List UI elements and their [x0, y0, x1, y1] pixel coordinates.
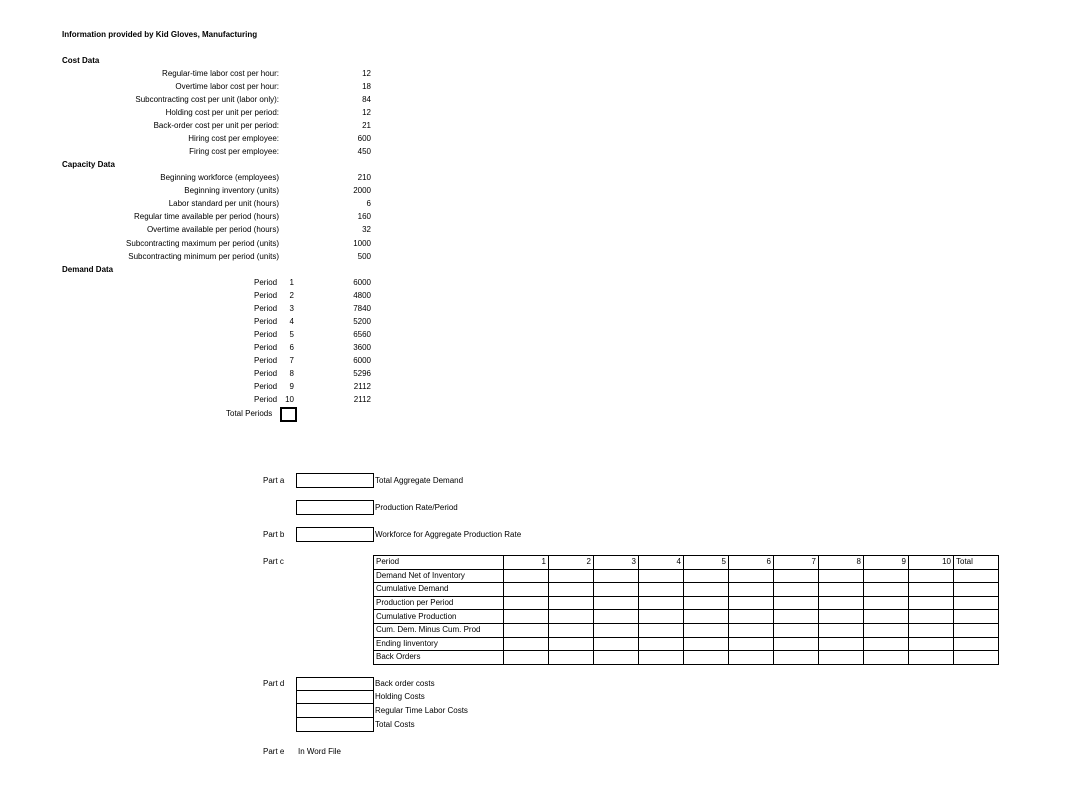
- table-cell[interactable]: [684, 651, 729, 665]
- capacity-value[interactable]: 32: [362, 225, 371, 234]
- table-cell[interactable]: [594, 610, 639, 624]
- table-row: [374, 610, 999, 624]
- table-cell[interactable]: [864, 583, 909, 597]
- table-header-cell: 2: [549, 556, 594, 570]
- period-demand[interactable]: 6000: [353, 278, 371, 287]
- table-cell[interactable]: [819, 637, 864, 651]
- part-c-label: Part c: [263, 557, 284, 566]
- table-header-cell: 9: [864, 556, 909, 570]
- capacity-value[interactable]: 1000: [353, 239, 371, 248]
- table-cell[interactable]: [774, 610, 819, 624]
- table-cell[interactable]: [909, 583, 954, 597]
- table-cell[interactable]: [909, 610, 954, 624]
- table-header-cell: 6: [729, 556, 774, 570]
- table-cell[interactable]: [909, 651, 954, 665]
- period-word: Period: [254, 330, 278, 339]
- period-demand[interactable]: 4800: [353, 291, 371, 300]
- capacity-value[interactable]: 6: [366, 199, 371, 208]
- table-cell[interactable]: [909, 623, 954, 637]
- period-demand[interactable]: 6000: [353, 356, 371, 365]
- total-aggregate-demand-cell[interactable]: [296, 473, 374, 488]
- table-header-cell: 8: [819, 556, 864, 570]
- table-cell[interactable]: [684, 596, 729, 610]
- period-number: 4: [289, 317, 294, 326]
- table-cell[interactable]: [819, 623, 864, 637]
- table-cell[interactable]: [954, 637, 999, 651]
- workforce-label: Workforce for Aggregate Production Rate: [375, 530, 522, 539]
- table-cell[interactable]: [864, 651, 909, 665]
- table-cell[interactable]: [549, 637, 594, 651]
- table-cell[interactable]: [909, 596, 954, 610]
- table-cell[interactable]: [729, 583, 774, 597]
- table-header-cell: 7: [774, 556, 819, 570]
- capacity-value[interactable]: 160: [357, 212, 371, 221]
- total-costs-cell[interactable]: [296, 717, 374, 732]
- row-label: Cumulative Production: [374, 610, 504, 624]
- table-header-total: Total: [954, 556, 999, 570]
- capacity-label: Overtime available per period (hours): [146, 225, 279, 234]
- total-periods-label: Total Periods: [226, 409, 273, 418]
- sheet-title: Information provided by Kid Gloves, Manufacturing: [62, 30, 258, 39]
- table-cell[interactable]: [819, 610, 864, 624]
- table-cell[interactable]: [639, 623, 684, 637]
- table-cell[interactable]: [684, 623, 729, 637]
- production-rate-cell[interactable]: [296, 500, 374, 515]
- holding-costs-cell[interactable]: [296, 690, 374, 704]
- table-row: [374, 623, 999, 637]
- table-header-row: [374, 556, 999, 570]
- back-order-costs-cell[interactable]: [296, 677, 374, 691]
- table-cell[interactable]: [774, 651, 819, 665]
- table-cell[interactable]: [774, 583, 819, 597]
- table-cell[interactable]: [819, 596, 864, 610]
- table-cell[interactable]: [684, 569, 729, 583]
- total-periods-cell[interactable]: [280, 407, 297, 422]
- cost-value[interactable]: 21: [362, 121, 371, 130]
- table-cell[interactable]: [549, 583, 594, 597]
- table-cell[interactable]: [774, 637, 819, 651]
- table-row: [374, 651, 999, 665]
- cost-value[interactable]: 450: [357, 147, 371, 156]
- table-cell[interactable]: [954, 651, 999, 665]
- period-word: Period: [254, 343, 278, 352]
- cost-data-heading: Cost Data: [62, 56, 100, 65]
- period-demand[interactable]: 6560: [353, 330, 371, 339]
- table-header-cell: 1: [504, 556, 549, 570]
- table-cell[interactable]: [639, 637, 684, 651]
- demand-data-heading: Demand Data: [62, 265, 114, 274]
- table-cell[interactable]: [594, 583, 639, 597]
- capacity-label: Regular time available per period (hours): [134, 212, 279, 221]
- table-cell[interactable]: [954, 583, 999, 597]
- cost-value[interactable]: 84: [362, 95, 371, 104]
- period-demand[interactable]: 3600: [353, 343, 371, 352]
- table-header-cell: 10: [909, 556, 954, 570]
- period-word: Period: [254, 278, 278, 287]
- table-cell[interactable]: [864, 623, 909, 637]
- table-cell[interactable]: [729, 637, 774, 651]
- table-cell[interactable]: [504, 596, 549, 610]
- table-header-cell: 3: [594, 556, 639, 570]
- row-label: Production per Period: [374, 596, 504, 610]
- table-cell[interactable]: [639, 596, 684, 610]
- table-cell[interactable]: [774, 623, 819, 637]
- table-cell[interactable]: [549, 610, 594, 624]
- period-number: 1: [289, 278, 294, 287]
- capacity-label: Beginning workforce (employees): [160, 173, 279, 182]
- period-demand[interactable]: 2112: [353, 395, 371, 404]
- table-cell[interactable]: [864, 569, 909, 583]
- table-cell[interactable]: [729, 596, 774, 610]
- cost-label: Subcontracting cost per unit (labor only):: [135, 95, 279, 104]
- table-cell[interactable]: [639, 583, 684, 597]
- table-cell[interactable]: [549, 651, 594, 665]
- table-cell[interactable]: [954, 623, 999, 637]
- period-demand[interactable]: 2112: [353, 382, 371, 391]
- cost-value[interactable]: 18: [362, 82, 371, 91]
- table-cell[interactable]: [549, 623, 594, 637]
- period-word: Period: [254, 304, 278, 313]
- period-word: Period: [254, 317, 278, 326]
- total-costs-label: Total Costs: [375, 720, 415, 729]
- row-label: Cumulative Demand: [374, 583, 504, 597]
- table-cell[interactable]: [504, 569, 549, 583]
- row-label: Demand Net of Inventory: [374, 569, 504, 583]
- table-row: [374, 596, 999, 610]
- table-cell[interactable]: [684, 610, 729, 624]
- table-header-period: Period: [374, 556, 504, 570]
- holding-costs-label: Holding Costs: [375, 692, 425, 701]
- table-cell[interactable]: [864, 637, 909, 651]
- table-cell[interactable]: [594, 623, 639, 637]
- period-number: 5: [289, 330, 294, 339]
- cost-label: Hiring cost per employee:: [188, 134, 279, 143]
- workforce-cell[interactable]: [296, 527, 374, 542]
- table-cell[interactable]: [774, 596, 819, 610]
- table-cell[interactable]: [594, 596, 639, 610]
- row-label: Cum. Dem. Minus Cum. Prod: [374, 623, 504, 637]
- table-cell[interactable]: [864, 596, 909, 610]
- table-cell[interactable]: [504, 610, 549, 624]
- capacity-data-heading: Capacity Data: [62, 160, 115, 169]
- cost-label: Back-order cost per unit per period:: [153, 121, 279, 130]
- period-number: 2: [289, 291, 294, 300]
- table-header-cell: 4: [639, 556, 684, 570]
- table-cell[interactable]: [954, 610, 999, 624]
- table-cell[interactable]: [684, 583, 729, 597]
- capacity-value[interactable]: 210: [357, 173, 371, 182]
- table-cell[interactable]: [504, 623, 549, 637]
- back-order-costs-label: Back order costs: [375, 679, 435, 688]
- table-cell[interactable]: [774, 569, 819, 583]
- period-number: 7: [289, 356, 294, 365]
- period-demand[interactable]: 7840: [353, 304, 371, 313]
- total-aggregate-demand-label: Total Aggregate Demand: [375, 476, 464, 485]
- part-e-label: Part e: [263, 747, 285, 756]
- table-cell[interactable]: [594, 569, 639, 583]
- cost-label: Firing cost per employee:: [189, 147, 279, 156]
- cost-value[interactable]: 600: [357, 134, 371, 143]
- regular-labor-costs-cell[interactable]: [296, 703, 374, 718]
- capacity-label: Subcontracting minimum per period (units): [128, 252, 279, 261]
- period-word: Period: [254, 291, 278, 300]
- period-word: Period: [254, 382, 278, 391]
- production-rate-label: Production Rate/Period: [375, 503, 458, 512]
- table-cell[interactable]: [954, 569, 999, 583]
- table-cell[interactable]: [594, 651, 639, 665]
- period-number: 6: [289, 343, 294, 352]
- cost-value[interactable]: 12: [362, 108, 371, 117]
- period-number: 8: [289, 369, 294, 378]
- table-cell[interactable]: [819, 651, 864, 665]
- table-cell[interactable]: [729, 651, 774, 665]
- table-cell[interactable]: [909, 637, 954, 651]
- table-cell[interactable]: [909, 569, 954, 583]
- cost-label: Regular-time labor cost per hour:: [162, 69, 279, 78]
- table-cell[interactable]: [729, 569, 774, 583]
- period-number: 9: [289, 382, 294, 391]
- table-cell[interactable]: [819, 569, 864, 583]
- part-a-label: Part a: [263, 476, 285, 485]
- table-cell[interactable]: [504, 583, 549, 597]
- table-cell[interactable]: [639, 569, 684, 583]
- table-row: [374, 637, 999, 651]
- period-number: 10: [285, 395, 294, 404]
- part-e-note: In Word File: [298, 747, 341, 756]
- period-word: Period: [254, 395, 278, 404]
- table-cell[interactable]: [729, 623, 774, 637]
- cost-value[interactable]: 12: [362, 69, 371, 78]
- table-cell[interactable]: [864, 610, 909, 624]
- row-label: Back Orders: [374, 651, 504, 665]
- table-row: [374, 569, 999, 583]
- capacity-label: Subcontracting maximum per period (units): [126, 239, 279, 248]
- table-cell[interactable]: [954, 596, 999, 610]
- capacity-label: Beginning inventory (units): [184, 186, 279, 195]
- row-label: Ending Iinventory: [374, 637, 504, 651]
- table-cell[interactable]: [504, 651, 549, 665]
- table-cell[interactable]: [819, 583, 864, 597]
- regular-labor-costs-label: Regular Time Labor Costs: [375, 706, 468, 715]
- capacity-value[interactable]: 500: [357, 252, 371, 261]
- part-d-label: Part d: [263, 679, 285, 688]
- aggregate-plan-table: [373, 555, 999, 665]
- table-header-cell: 5: [684, 556, 729, 570]
- period-demand[interactable]: 5296: [353, 369, 371, 378]
- table-cell[interactable]: [504, 637, 549, 651]
- capacity-value[interactable]: 2000: [353, 186, 371, 195]
- table-cell[interactable]: [549, 596, 594, 610]
- period-word: Period: [254, 356, 278, 365]
- table-cell[interactable]: [639, 651, 684, 665]
- table-cell[interactable]: [684, 637, 729, 651]
- part-b-label: Part b: [263, 530, 285, 539]
- cost-label: Holding cost per unit per period:: [165, 108, 279, 117]
- table-cell[interactable]: [594, 637, 639, 651]
- table-cell[interactable]: [549, 569, 594, 583]
- period-demand[interactable]: 5200: [353, 317, 371, 326]
- cost-label: Overtime labor cost per hour:: [175, 82, 279, 91]
- period-number: 3: [289, 304, 294, 313]
- table-row: [374, 583, 999, 597]
- table-cell[interactable]: [639, 610, 684, 624]
- period-word: Period: [254, 369, 278, 378]
- capacity-label: Labor standard per unit (hours): [168, 199, 279, 208]
- table-cell[interactable]: [729, 610, 774, 624]
